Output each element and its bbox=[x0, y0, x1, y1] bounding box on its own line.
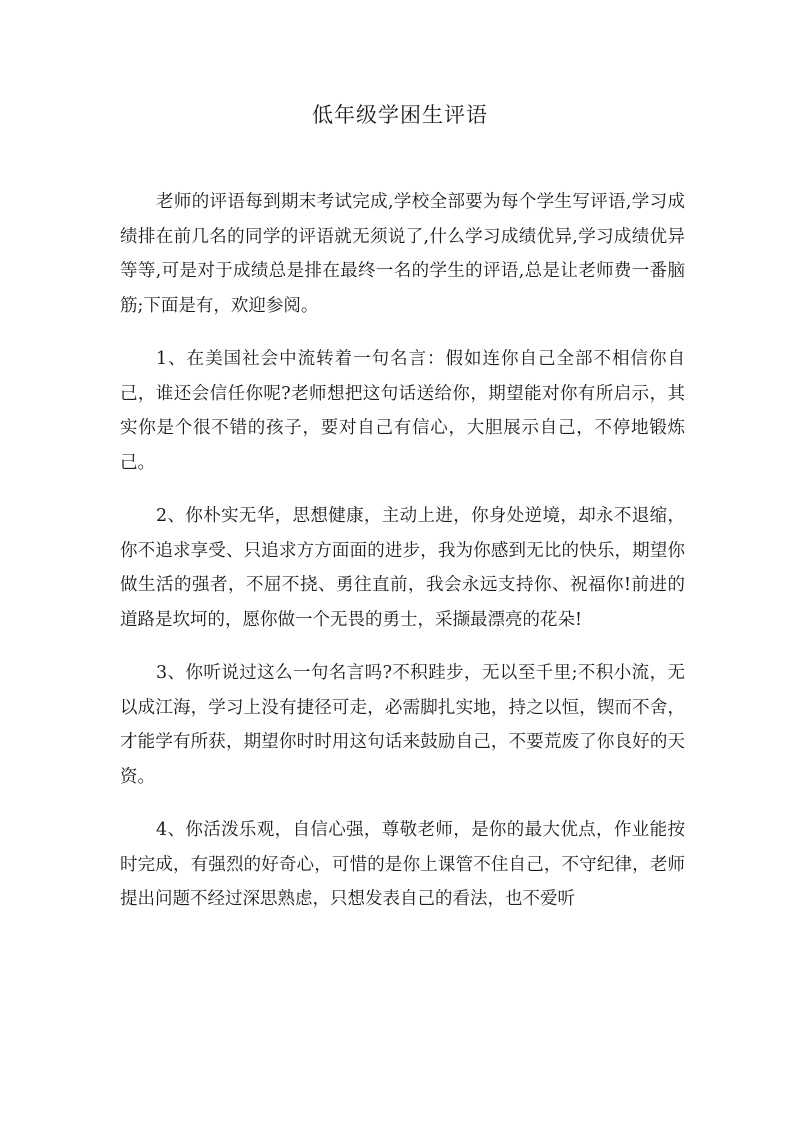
paragraph-intro: 老师的评语每到期末考试完成,学校全部要为每个学生写评语,学习成绩排在前几名的同学的评语就无须说了,什么学习成绩优异,学习成绩优异等等,可是对于成绩总是排在最终一名的学生的评语,总是让老师费一番脑筋;下面是有，欢迎参阅。 bbox=[120, 192, 685, 316]
document-body bbox=[120, 185, 685, 936]
paragraph-comment-3: 3、你听说过这么一句名言吗?不积跬步，无以至千里;不积小流，无以成江海，学习上没有捷径可走，必需脚扎实地，持之以恒，锲而不舍，才能学有所获，期望你时时用这句话来鼓励自己，不要荒废了你良好的天资。 bbox=[120, 663, 685, 787]
paragraph-comment-2: 2、你朴实无华，思想健康，主动上进，你身处逆境，却永不退缩，你不追求享受、只追求方方面面的进步，我为你感到无比的快乐，期望你做生活的强者，不屈不挠、勇往直前，我会永远支持你、祝福你!前进的道路是坎坷的，愿你做一个无畏的勇士，采撷最漂亮的花朵! bbox=[120, 506, 685, 630]
paragraph-comment-4: 4、你活泼乐观，自信心强，尊敬老师，是你的最大优点，作业能按时完成，有强烈的好奇心，可惜的是你上课管不住自己，不守纪律，老师提出问题不经过深思熟虑，只想发表自己的看法，也不爱听 bbox=[120, 820, 685, 909]
paragraph-comment-1: 1、在美国社会中流转着一句名言：假如连你自己全部不相信你自己，谁还会信任你呢?老师想把这句话送给你，期望能对你有所启示，其实你是个很不错的孩子，要对自己有信心，大胆展示自己，不停地锻炼己。 bbox=[120, 349, 685, 473]
document-title: 低年级学困生评语 bbox=[312, 103, 488, 127]
